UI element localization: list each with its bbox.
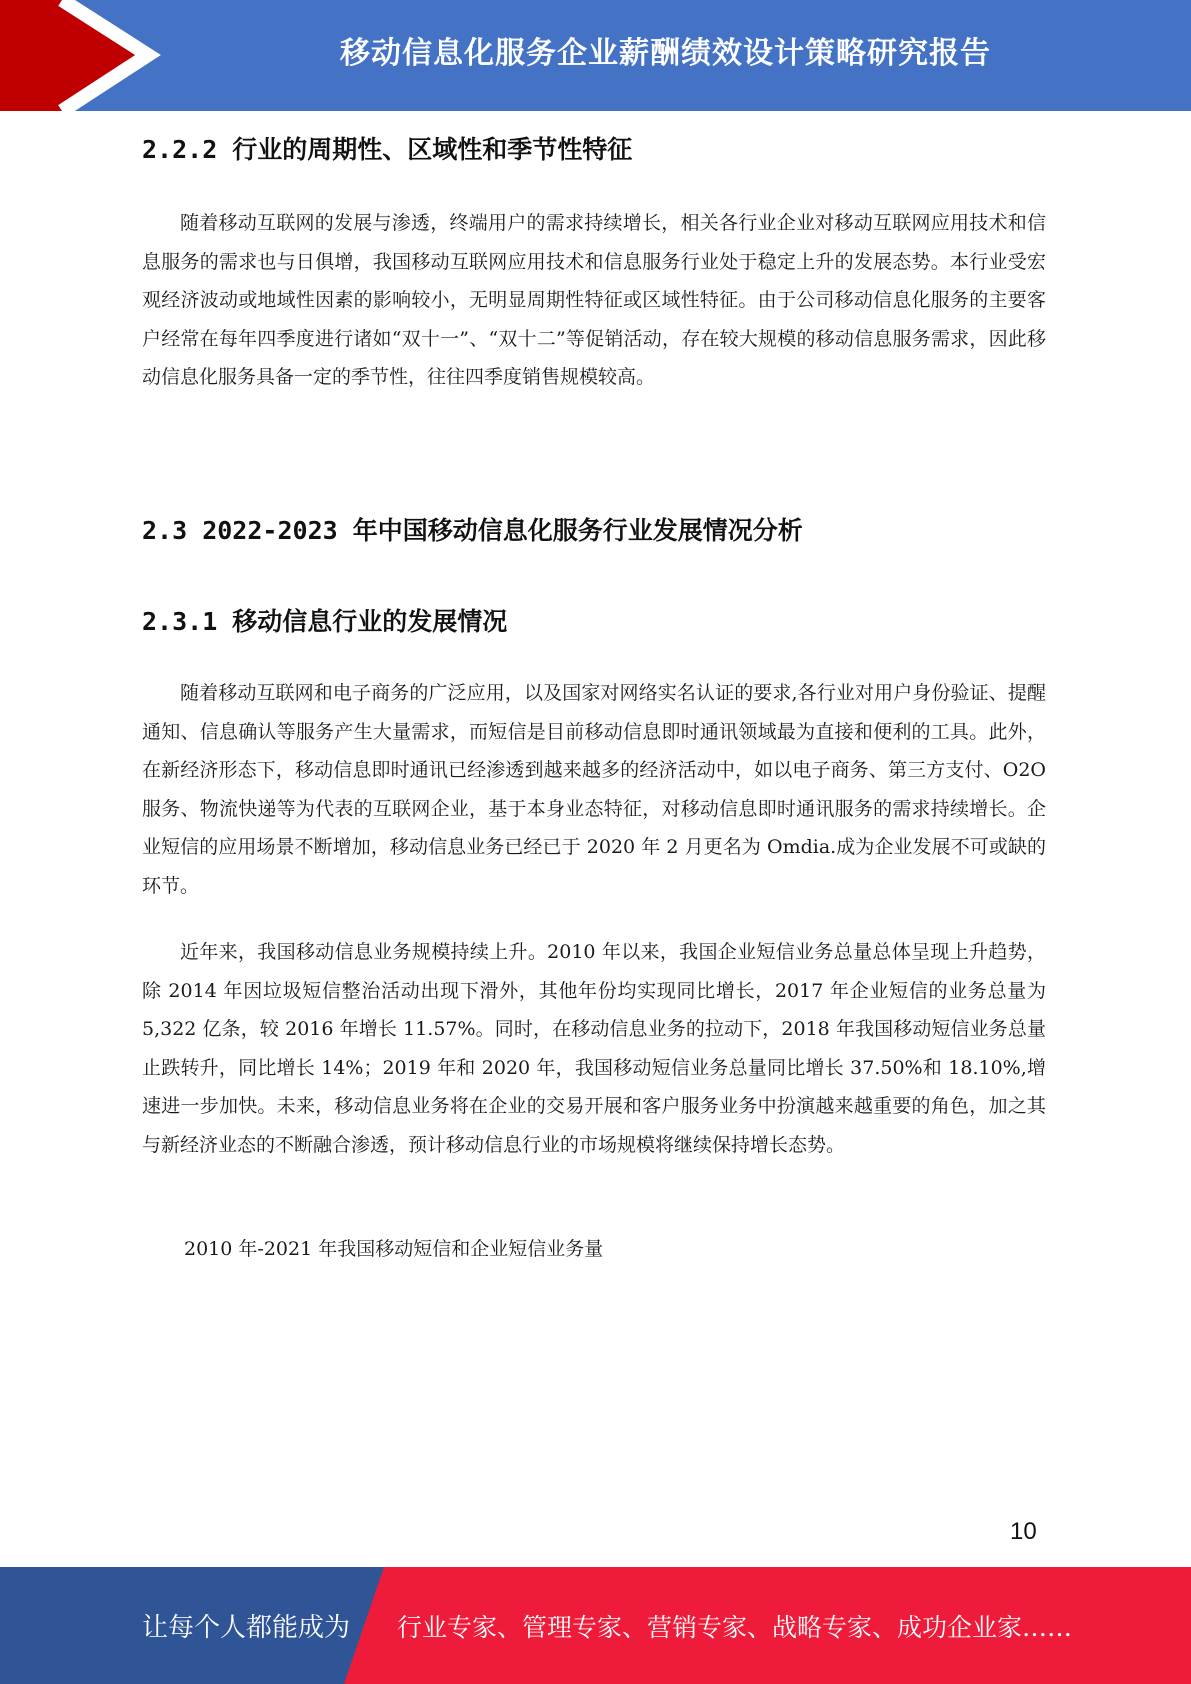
page-number: 10 — [1010, 1518, 1037, 1545]
page-header — [0, 0, 1191, 111]
paragraph-mobile-info-development: 随着移动互联网和电子商务的广泛应用，以及国家对网络实名认证的要求,各行业对用户身份验证、提醒通知、信息确认等服务产生大量需求，而短信是目前移动信息即时通讯领域最为直接和便利的工具。此外，在新经济形态下，移动信息即时通讯已经渗透到越来越多的经济活动中，如以电子商务、第三方支付、O2O 服务、物流快递等为代表的互联网企业，基于本身业态特征，对移动信息即时通讯服务的需求持续增长。企业短信的应用场景不断增加，移动信息业务已经已于 2020 年 2 月更名为 Omdia.成为企业发展不可或缺的环节。 — [142, 682, 1046, 897]
chart-caption: 2010 年-2021 年我国移动短信和企业短信业务量 — [184, 1238, 604, 1260]
section-heading-2-3-1: 2.3.1 移动信息行业的发展情况 — [142, 607, 508, 636]
section-heading-2-3: 2.3 2022-2023 年中国移动信息化服务行业发展情况分析 — [142, 516, 803, 545]
section-heading-2-2-2: 2.2.2 行业的周期性、区域性和季节性特征 — [142, 135, 633, 164]
paragraph-sms-volume-trend: 近年来，我国移动信息业务规模持续上升。2010 年以来，我国企业短信业务总量总体呈现上升趋势，除 2014 年因垃圾短信整治活动出现下滑外，其他年份均实现同比增长，2017 年企业短信的业务总量为 5,322 亿条，较 2016 年增长 11.57%。同时，在移动信息业务的拉动下，2018 年我国移动短信业务总量止跌转升，同比增长 14%；2019 年和 2020 年，我国移动短信业务总量同比增长 37.50%和 18.10%,增速进一步加快。未来，移动信息业务将在企业的交易开展和客户服务业务中扮演越来越重要的角色，加之其与新经济业态的不断融合渗透，预计移动信息行业的市场规模将继续保持增长态势。 — [142, 941, 1046, 1156]
paragraph-seasonality: 随着移动互联网的发展与渗透，终端用户的需求持续增长，相关各行业企业对移动互联网应用技术和信息服务的需求也与日俱增，我国移动互联网应用技术和信息服务行业处于稳定上升的发展态势。本行业受宏观经济波动或地域性因素的影响较小，无明显周期性特征或区域性特征。由于公司移动信息化服务的主要客户经常在每年四季度进行诸如“双十一”、“双十二”等促销活动，存在较大规模的移动信息服务需求，因此移动信息化服务具备一定的季节性，往往四季度销售规模较高。 — [142, 212, 1046, 388]
footer-slogan-left: 让每个人都能成为 — [142, 1613, 351, 1643]
page-footer — [0, 1567, 1191, 1684]
header-title: 移动信息化服务企业薪酬绩效设计策略研究报告 — [340, 36, 991, 71]
footer-slogan-right: 行业专家、管理专家、营销专家、战略专家、成功企业家…… — [397, 1612, 1073, 1642]
